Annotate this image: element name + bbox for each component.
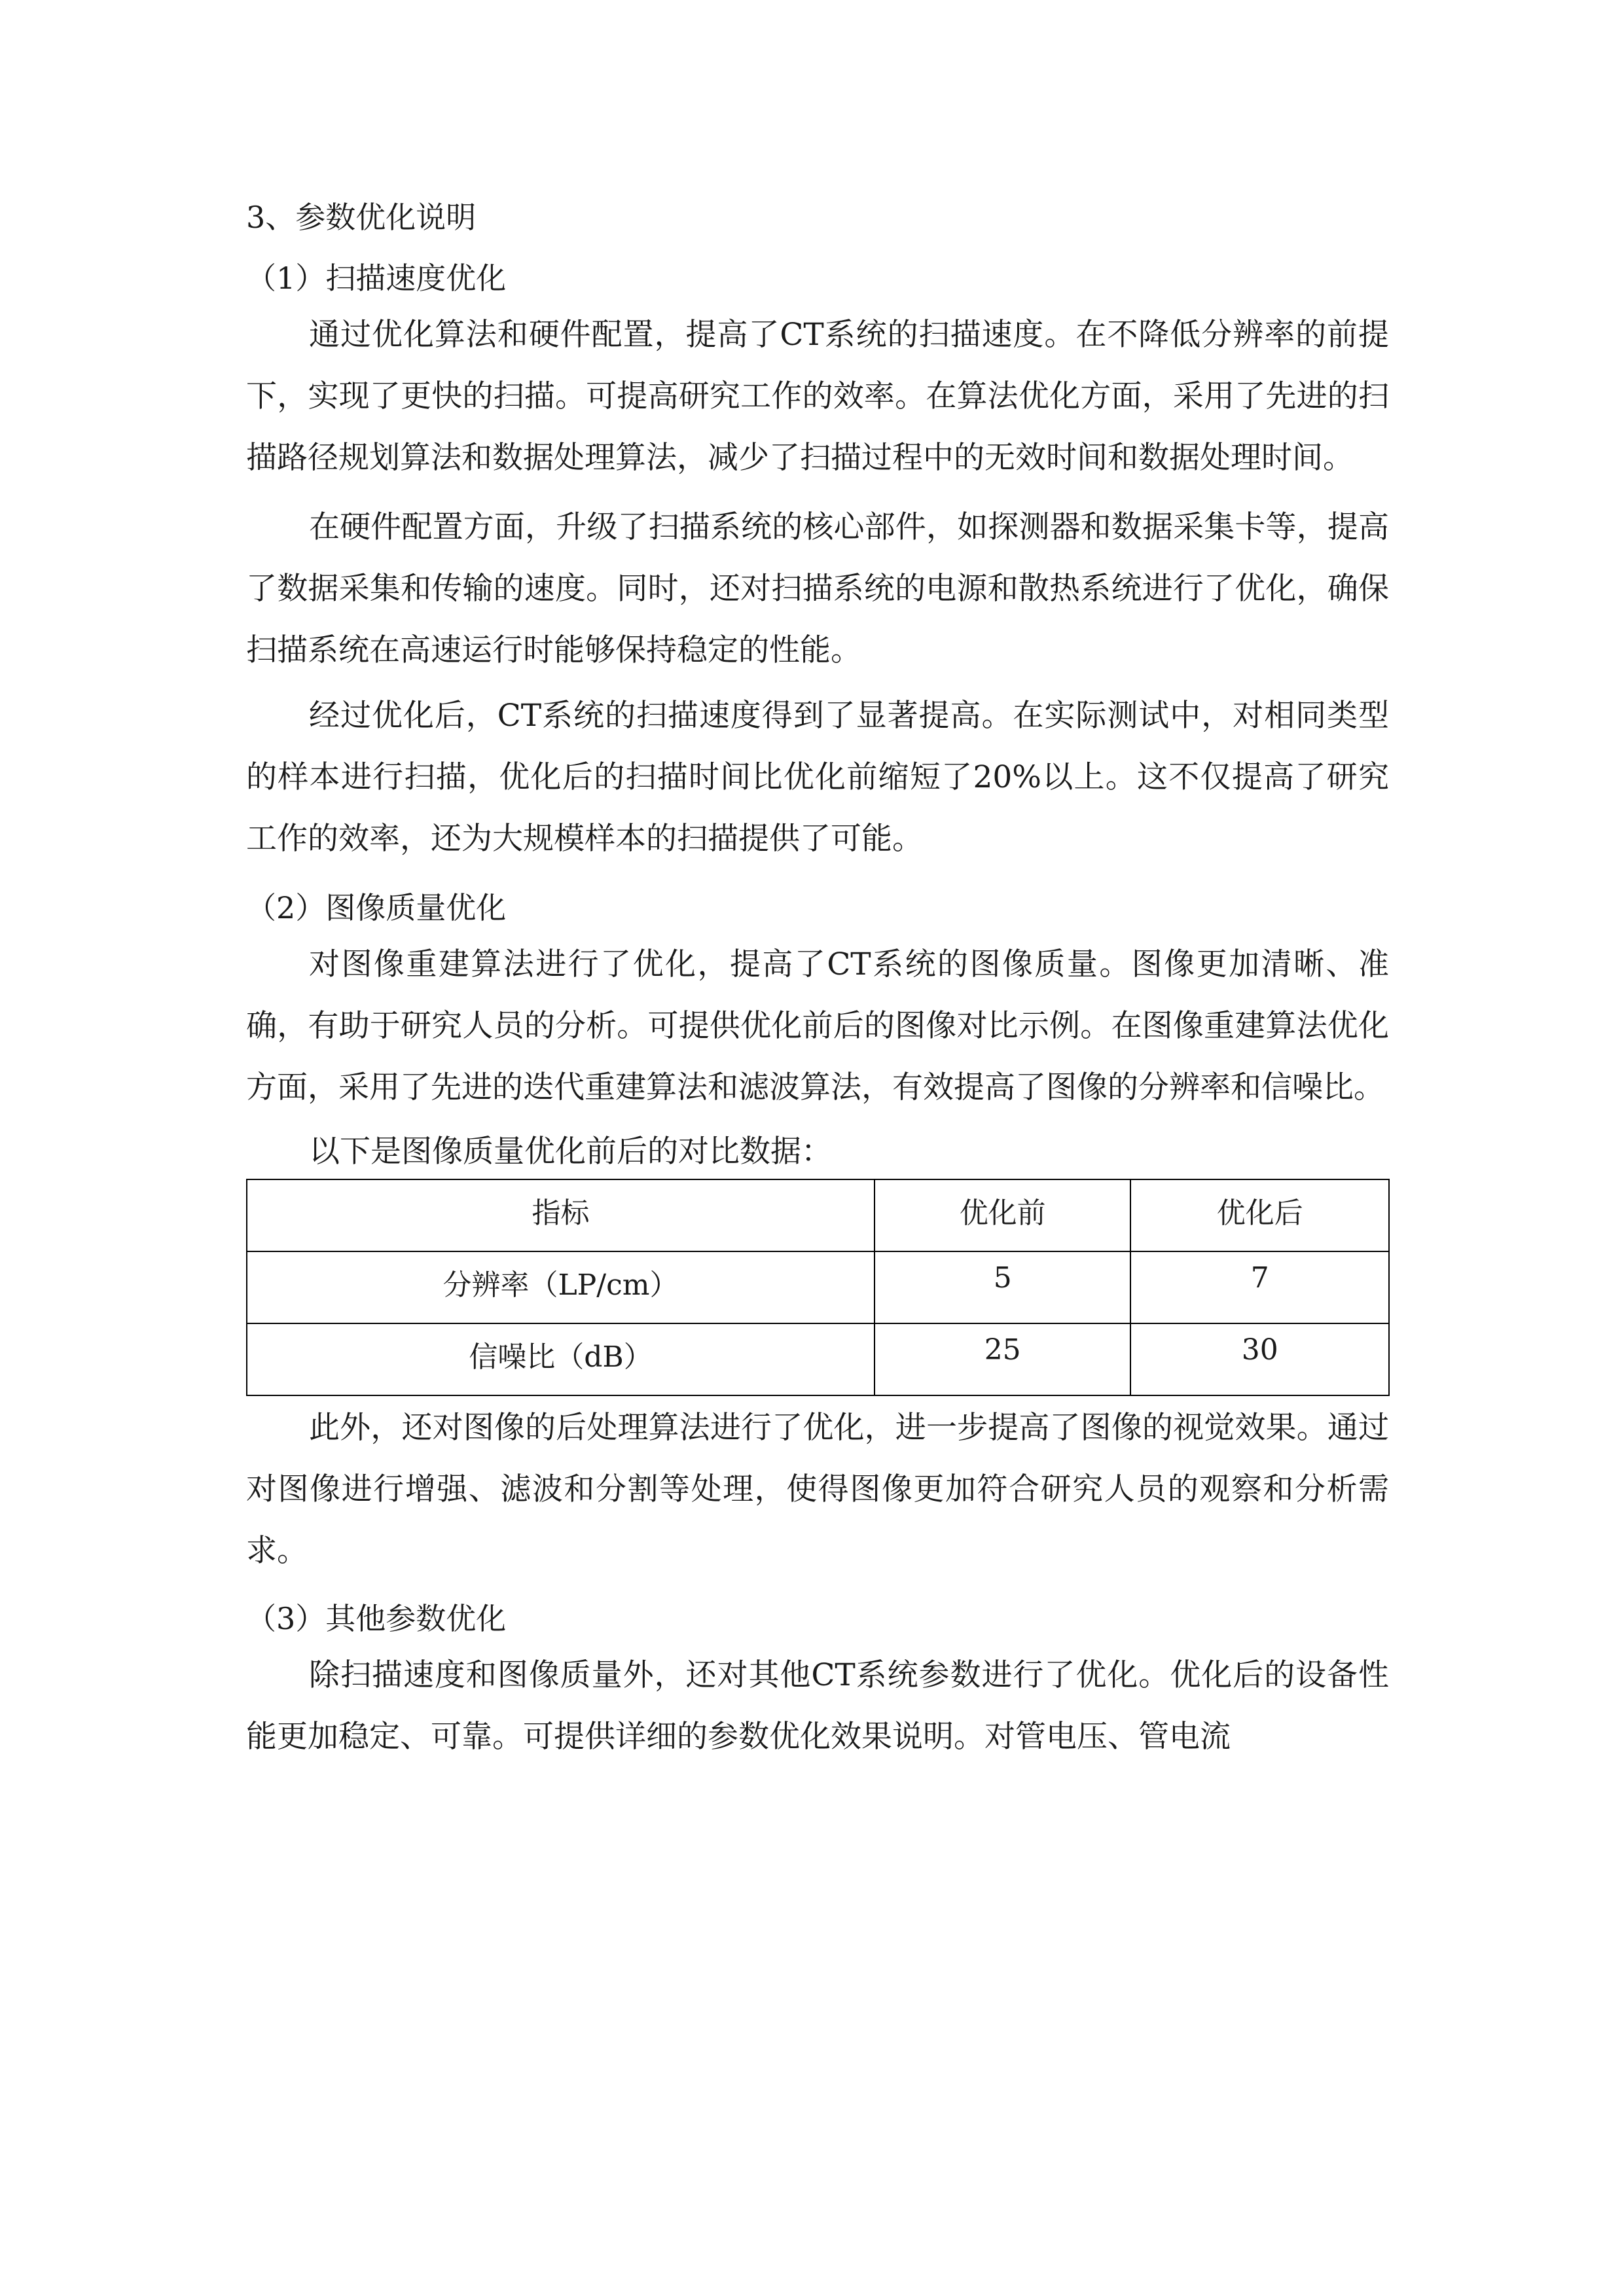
table-cell: 信噪比（dB） <box>247 1323 875 1395</box>
section-title: 3、参数优化说明 <box>246 200 477 235</box>
subsection-title-1: （1）扫描速度优化 <box>246 260 507 296</box>
paragraph: 通过优化算法和硬件配置，提高了CT系统的扫描速度。在不降低分辨率的前提下，实现了更快的扫描。可提高研究工作的效率。在算法优化方面，采用了先进的扫描路径规划算法和数据处理算法，减少了扫描过程中的无效时间和数据处理时间。 <box>246 317 1389 476</box>
table-cell: 25 <box>875 1323 1131 1395</box>
paragraph: 此外，还对图像的后处理算法进行了优化，进一步提高了图像的视觉效果。通过对图像进行增强、滤波和分割等处理，使得图像更加符合研究人员的观察和分析需求。 <box>246 1410 1389 1569</box>
table-cell: 30 <box>1130 1323 1389 1395</box>
table-header-cell: 指标 <box>247 1179 875 1251</box>
subsection-title-3: （3）其他参数优化 <box>246 1601 507 1636</box>
table-row <box>247 1323 1389 1395</box>
paragraph: 对图像重建算法进行了优化，提高了CT系统的图像质量。图像更加清晰、准确，有助于研究人员的分析。可提供优化前后的图像对比示例。在图像重建算法优化方面，采用了先进的迭代重建算法和滤波算法，有效提高了图像的分辨率和信噪比。 <box>246 946 1389 1105</box>
paragraph: 以下是图像质量优化前后的对比数据： <box>309 1134 832 1170</box>
paragraph: 除扫描速度和图像质量外，还对其他CT系统参数进行了优化。优化后的设备性能更加稳定、可靠。可提供详细的参数优化效果说明。对管电压、管电流 <box>246 1657 1389 1755</box>
subsection-title-2: （2）图像质量优化 <box>246 890 507 925</box>
comparison-table <box>246 1179 1390 1396</box>
table-cell: 7 <box>1130 1251 1389 1323</box>
document-page <box>246 190 1389 1768</box>
table-cell: 分辨率（LP/cm） <box>247 1251 875 1323</box>
table-cell: 5 <box>875 1251 1131 1323</box>
paragraph: 在硬件配置方面，升级了扫描系统的核心部件，如探测器和数据采集卡等，提高了数据采集和传输的速度。同时，还对扫描系统的电源和散热系统进行了优化，确保扫描系统在高速运行时能够保持稳定的性能。 <box>246 509 1389 668</box>
table-header-cell: 优化前 <box>875 1179 1131 1251</box>
table-header-cell: 优化后 <box>1130 1179 1389 1251</box>
table-row <box>247 1251 1389 1323</box>
table-header-row <box>247 1179 1389 1251</box>
paragraph: 经过优化后，CT系统的扫描速度得到了显著提高。在实际测试中，对相同类型的样本进行扫描，优化后的扫描时间比优化前缩短了20%以上。这不仅提高了研究工作的效率，还为大规模样本的扫描提供了可能。 <box>246 698 1389 857</box>
